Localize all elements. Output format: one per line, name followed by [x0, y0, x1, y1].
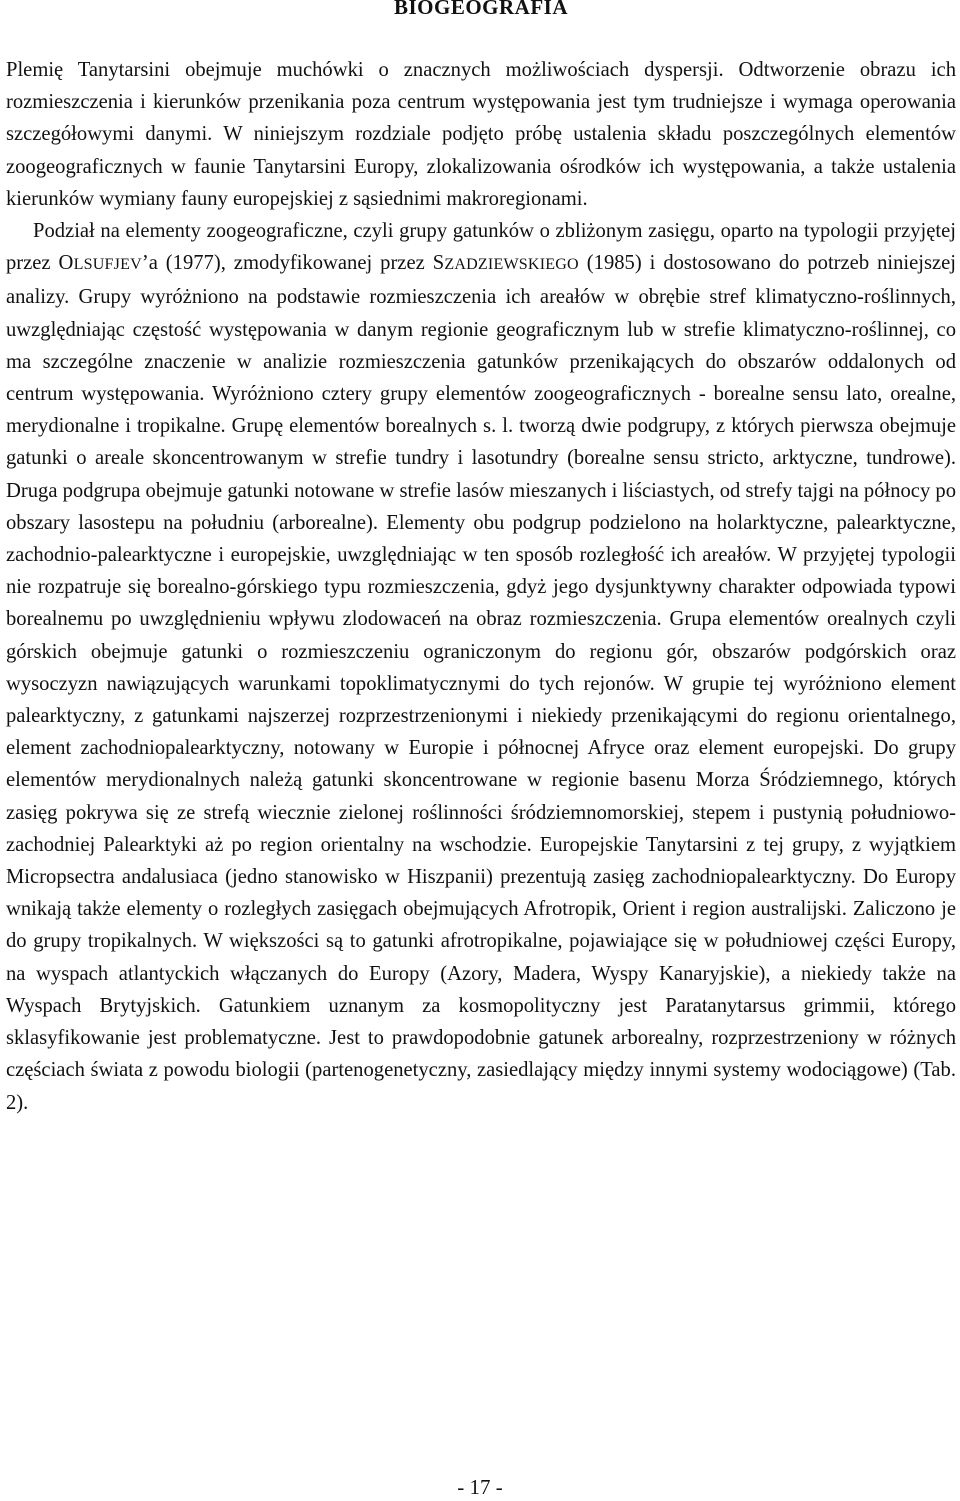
paragraph-intro: Plemię Tanytarsini obejmuje muchówki o znacznych możliwościach dyspersji. Odtworzenie obrazu ich rozmieszczenia i kierunków przenikania poza centrum występowania jest tym trudniejsze i wymaga operowania szczegółowymi danymi. W niniejszym rozdziale podjęto próbę ustalenia składu poszczególnych elementów zoogeograficznych w faunie Tanytarsini Europy, zlokalizowania ośrodków ich występowania, a także ustalenia kierunków wymiany fauny europejskiej z sąsiednimi makroregionami. — [6, 59, 956, 210]
paragraph-text-part1: Podział na elementy zoogeograficzne, czyli grupy gatunków o zbliżonym zasięgu, oparto na typologii przyjętej przez — [6, 220, 956, 275]
author-szadziewski-rest: ZADZIEWSKIEGO — [444, 256, 579, 274]
author-olsufjev-rest: LSUFJEV — [73, 256, 142, 274]
author-szadziewski-initial: S — [432, 252, 445, 275]
page-number: - 17 - — [457, 1475, 503, 1499]
document-page — [6, 0, 956, 1119]
author-olsufjev — [58, 252, 142, 275]
author-szadziewski — [432, 252, 579, 275]
paragraph-zoogeographic-elements — [6, 215, 956, 1119]
paragraph-text-part3: (1985) i dostosowano do potrzeb niniejszej analizy. Grupy wyróżniono na podstawie rozmieszczenia ich areałów w obrębie stref klimatyczno-roślinnych, uwzględniając częstość występowania w danym regionie geograficznym lub w strefie klimatyczno-roślinnej, co ma szczególne znaczenie w analizie rozmieszczenia gatunków przenikających do obszarów oddalonych od centrum występowania. Wyróżniono cztery grupy elementów zoogeograficznych - borealne sensu lato, orealne, merydionalne i tropikalne. Grupę elementów borealnych s. l. tworzą dwie podgrupy, z których pierwsza obejmuje gatunki o areale skoncentrowanym w strefie tundry i lasotundry (borealne sensu stricto, arktyczne, tundrowe). Druga podgrupa obejmuje gatunki notowane w strefie lasów mieszanych i liściastych, od strefy tajgi na północy po obszary lasostepu na południu (arborealne). Elementy obu podgrup podzielono na holarktyczne, palearktyczne, zachodnio-palearktyczne i europejskie, uwzględniając w ten sposób rozległość ich areałów. W przyjętej typologii nie rozpatruje się borealno-górskiego typu rozmieszczenia, gdyż jego dysjunktywny charakter odpowiada typowi borealnemu po uwzględnieniu wpływu zlodowaceń na obraz rozmieszczenia. Grupa elementów orealnych czyli górskich obejmuje gatunki o rozmieszczeniu ograniczonym do regionu gór, obszarów podgórskich oraz wysoczyzn nawiązujących warunkami topoklimatycznymi do tych rejonów. W grupie tej wyróżniono element palearktyczny, z gatunkami najszerzej rozprzestrzenionymi i niekiedy przenikającymi do regionu orientalnego, element zachodniopalearktyczny, notowany w Europie i północnej Afryce oraz element europejski. Do grupy elementów merydionalnych należą gatunki skoncentrowane w regionie basenu Morza Śródziemnego, których zasięg pokrywa się ze strefą wiecznie zielonej roślinności śródziemnomorskiej, stepem i pustynią południowo-zachodniej Palearktyki aż po region orientalny na wschodzie. Europejskie Tanytarsini z tej grupy, z wyjątkiem Micropsectra andalusiaca (jedno stanowisko w Hiszpanii) prezentują zasięg zachodniopalearktyczny. Do Europy wnikają także elementy o rozległych zasięgach obejmujących Afrotropik, Orient i region australijski. Zaliczono je do grupy tropikalnych. W większości są to gatunki afrotropikalne, pojawiające się w południowej części Europy, na wyspach atlantyckich włączanych do Europy (Azory, Madera, Wyspy Kanaryjskie), a niekiedy także na Wyspach Brytyjskich. Gatunkiem uznanym za kosmopolityczny jest Paratanytarsus grimmii, którego sklasyfikowanie jest problematyczne. Jest to prawdopodobnie gatunek arborealny, rozprzestrzeniony w różnych częściach świata z powodu biologii (partenogenetyczny, zasiedlający między innymi systemy wodociągowe) (Tab. 2). — [6, 252, 956, 1114]
paragraph-text-part2: ’a (1977), zmodyfikowanej przez — [141, 252, 433, 275]
page-title: BIOGEOGRAFIA — [393, 0, 569, 19]
author-olsufjev-initial: O — [58, 252, 74, 275]
